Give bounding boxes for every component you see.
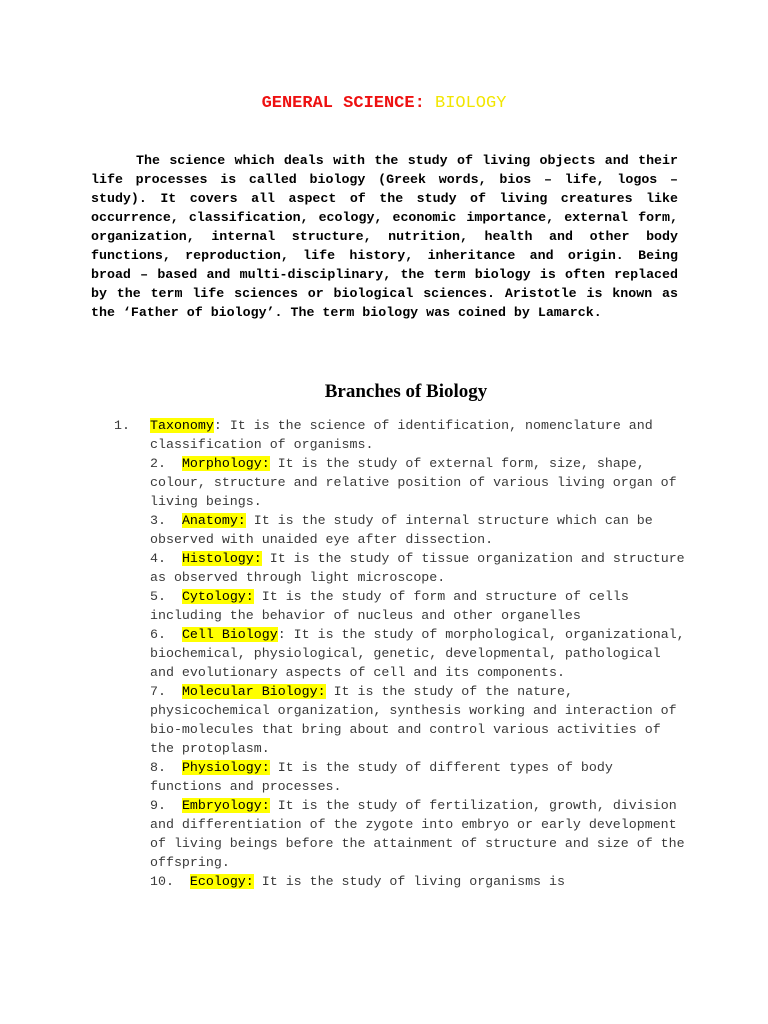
list-item	[150, 872, 690, 891]
term-separator	[270, 760, 278, 775]
list-item	[150, 625, 690, 682]
list-item-number: 4.	[150, 551, 166, 566]
branch-term: Ecology:	[189, 874, 254, 889]
list-item-number: 8.	[150, 760, 166, 775]
term-separator	[270, 456, 278, 471]
branch-description: It is the study of tissue organization and structure as observed through light microscope.	[150, 551, 685, 585]
list-item-number: 1.	[114, 418, 130, 433]
term-separator	[262, 551, 270, 566]
title-main: GENERAL SCIENCE:	[261, 94, 425, 113]
branches-list	[114, 416, 690, 891]
branch-description: It is the study of external form, size, shape, colour, structure and relative position of various living organ of living beings.	[150, 456, 677, 509]
branch-term: Molecular Biology:	[181, 684, 326, 699]
branch-description: It is the study of the nature, physicochemical organization, synthesis working and interaction of bio-molecules that bring about and control various activities of the protoplasm.	[150, 684, 677, 756]
intro-paragraph: The science which deals with the study of living objects and their life processes is called biology (Greek words, bios – life, logos – study). It covers all aspect of the study of living creatures like occurrence, classification, ecology, economic importance, external form, organization, internal structure, nutrition, health and other body functions, reproduction, life history, inheritance and origin. Being broad – based and multi-disciplinary, the term biology is often replaced by the term life sciences or biological sciences. Aristotle is known as the ‘Father of biology’. The term biology was coined by Lamarck.	[91, 153, 678, 320]
list-item-number: 5.	[150, 589, 166, 604]
list-item	[150, 682, 690, 758]
list-item-number: 10.	[150, 874, 174, 889]
section-heading: Branches of Biology	[324, 381, 488, 402]
term-separator: :	[213, 418, 230, 433]
list-item	[150, 511, 690, 549]
term-separator	[326, 684, 334, 699]
term-separator	[270, 798, 278, 813]
term-separator	[246, 513, 254, 528]
branch-description: It is the study of morphological, organizational, biochemical, physiological, genetic, developmental, pathological and evolutionary aspects of cell and its components.	[150, 627, 685, 680]
branch-term: Histology:	[181, 551, 262, 566]
list-item-number: 9.	[150, 798, 166, 813]
branch-term: Morphology:	[181, 456, 270, 471]
list-item	[150, 454, 690, 511]
branch-description: It is the study of fertilization, growth, division and differentiation of the zygote into embryo or early development of living beings before the attainment of structure and size of the offspring.	[150, 798, 685, 870]
branch-term: Cell Biology	[181, 627, 278, 642]
branch-description: It is the study of internal structure which can be observed with unaided eye after dissection.	[150, 513, 653, 547]
branch-description: It is the study of different types of body functions and processes.	[150, 760, 613, 794]
list-item	[150, 587, 690, 625]
branch-term: Cytology:	[181, 589, 254, 604]
list-item	[150, 796, 690, 872]
branch-term: Physiology:	[181, 760, 270, 775]
branch-description: It is the study of form and structure of cells including the behavior of nucleus and other organelles	[150, 589, 629, 623]
list-item	[114, 416, 690, 454]
list-item	[150, 549, 690, 587]
list-item-number: 7.	[150, 684, 166, 699]
branch-term: Taxonomy	[150, 418, 214, 433]
list-item	[150, 758, 690, 796]
term-separator	[254, 589, 262, 604]
branch-description: It is the study of living organisms is	[261, 874, 565, 889]
branch-term: Anatomy:	[181, 513, 246, 528]
page-title	[0, 93, 768, 115]
list-item-number: 2.	[150, 456, 166, 471]
term-separator	[254, 874, 262, 889]
list-item-number: 6.	[150, 627, 166, 642]
title-subject: BIOLOGY	[435, 94, 507, 113]
branch-description: It is the science of identification, nomenclature and classification of organisms.	[150, 418, 653, 452]
branch-term: Embryology:	[181, 798, 270, 813]
list-item-number: 3.	[150, 513, 166, 528]
term-separator: :	[277, 627, 294, 642]
